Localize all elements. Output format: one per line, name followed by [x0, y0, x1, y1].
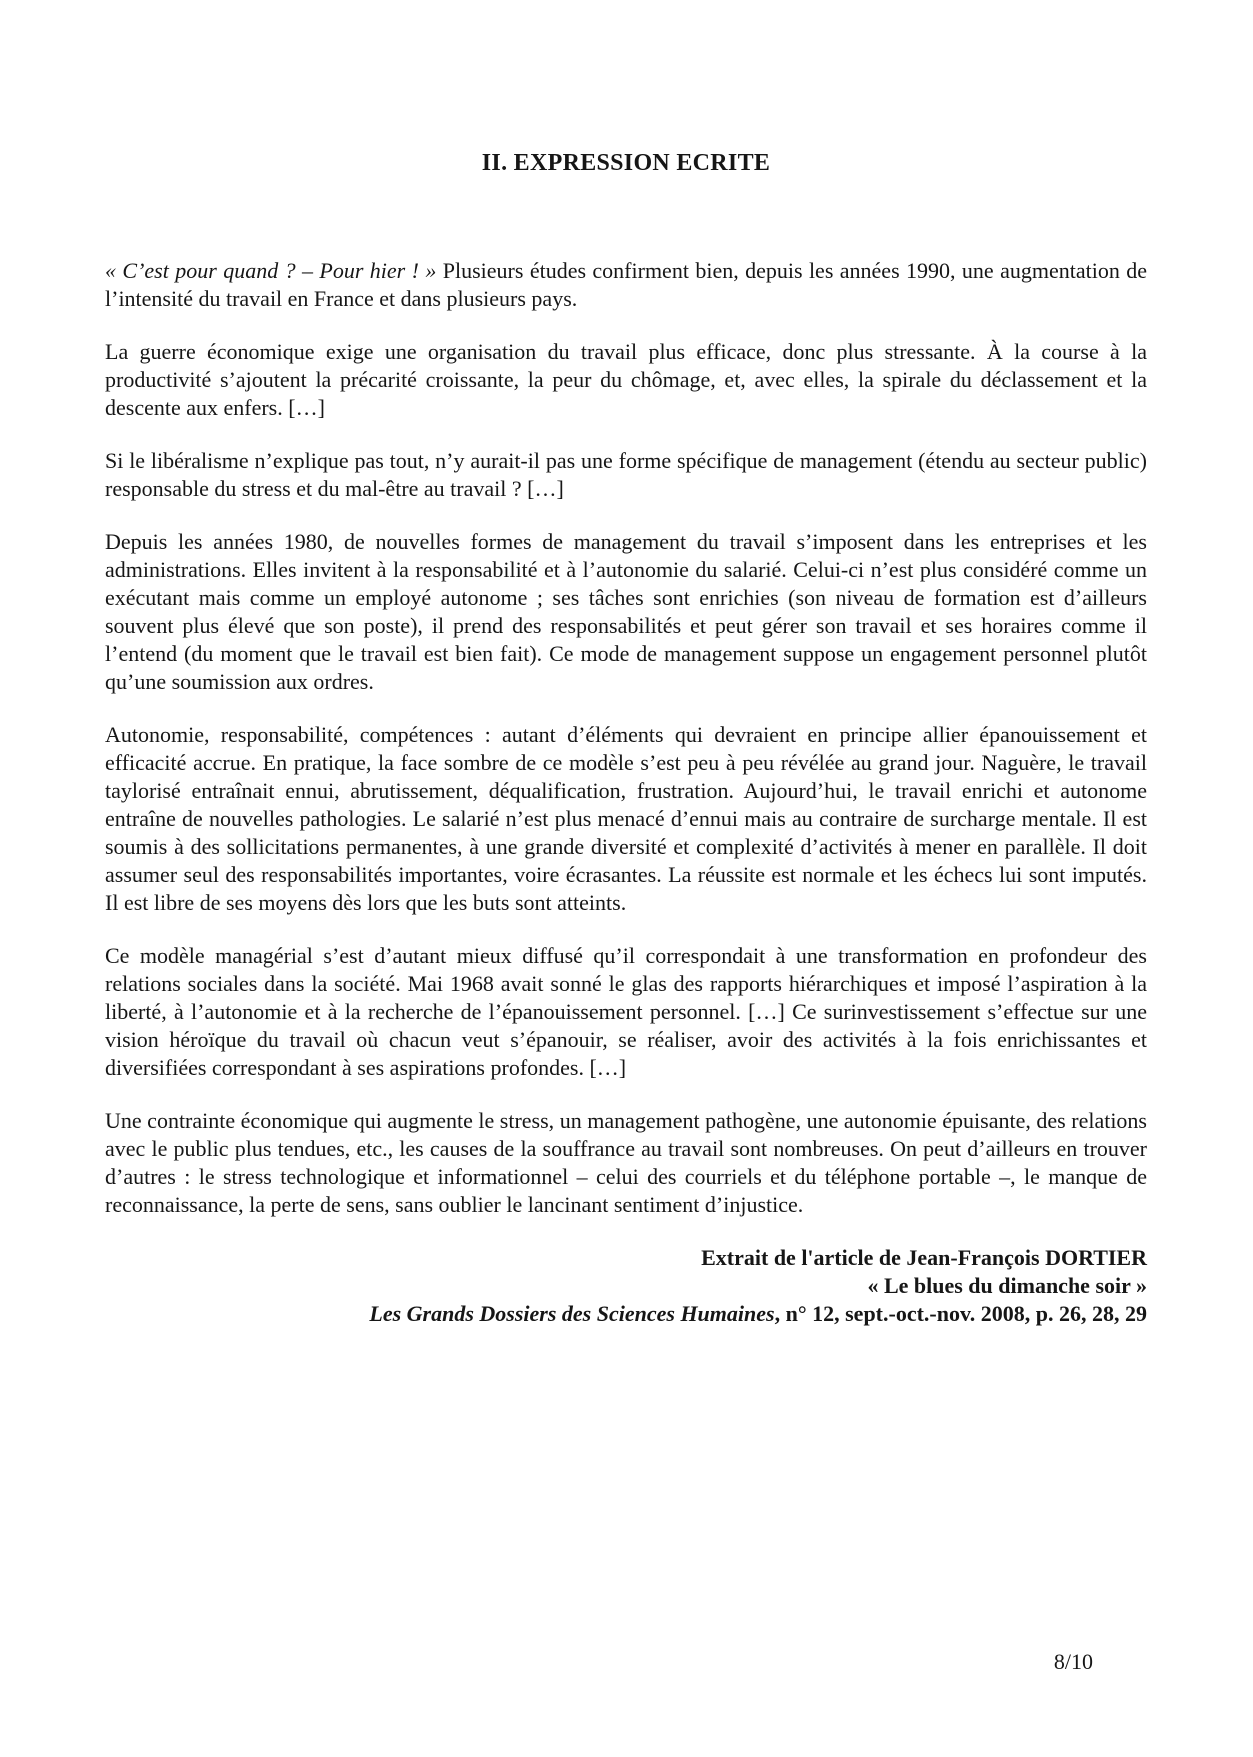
- paragraph-intro-quote: [105, 257, 1147, 313]
- text-column: [105, 0, 1147, 1328]
- citation-article-title: « Le blues du dimanche soir »: [867, 1273, 1147, 1298]
- paragraph-causes-of-suffering: Une contrainte économique qui augmente le stress, un management pathogène, une autonomie épuisante, des relations avec le public plus tendues, etc., les causes de la souffrance au travail sont nombreuses. On peut d’ailleurs en trouver d’autres : le stress technologique et informationnel – celui des courriels et du téléphone portable –, le manque de reconnaissance, la perte de sens, sans oublier le lancinant sentiment d’injustice.: [105, 1108, 1147, 1217]
- citation-journal-name: Les Grands Dossiers des Sciences Humaines: [369, 1301, 775, 1326]
- paragraph-liberalism-question: Si le libéralisme n’explique pas tout, n’y aurait-il pas une forme spécifique de management (étendu au secteur public) responsable du stress et du mal-être au travail ? […]: [105, 448, 1147, 501]
- citation-author-line: Extrait de l'article de Jean-François DORTIER: [701, 1245, 1147, 1270]
- page-title: II. EXPRESSION ECRITE: [481, 150, 771, 176]
- paragraph-management-1980s: Depuis les années 1980, de nouvelles formes de management du travail s’imposent dans les entreprises et les administrations. Elles invitent à la responsabilité et à l’autonomie du salarié. Celui-ci n’est plus considéré comme un exécutant mais comme un employé autonome ; ses tâches sont enrichies (son niveau de formation est d’ailleurs souvent plus élevé que son poste), il prend des responsabilités et peut gérer son travail et ses horaires comme il l’entend (du moment que le travail est bien fait). Ce mode de management suppose un engagement personnel plutôt qu’une soumission aux ordres.: [105, 529, 1147, 694]
- quoted-dialogue: « C’est pour quand ? – Pour hier ! »: [105, 258, 437, 283]
- citation-journal-details: , n° 12, sept.-oct.-nov. 2008, p. 26, 28, 29: [774, 1301, 1147, 1326]
- document-body: [105, 257, 1147, 1328]
- page-number: 8/10: [1053, 1649, 1093, 1674]
- paragraph-autonomy-dark-side: Autonomie, responsabilité, compétences : autant d’éléments qui devraient en principe allier épanouissement et efficacité accrue. En pratique, la face sombre de ce modèle s’est peu à peu révélée au grand jour. Naguère, le travail taylorisé entraînait ennui, abrutissement, déqualification, frustration. Aujourd’hui, le travail enrichi et autonome entraîne de nouvelles pathologies. Le salarié n’est plus menacé d’ennui mais au contraire de surcharge mentale. Il est soumis à des sollicitations permanentes, à une grande diversité et complexité d’activités à mener en parallèle. Il doit assumer seul des responsabilités importantes, voire écrasantes. La réussite est normale et les échecs lui sont imputés. Il est libre de ses moyens dès lors que les buts sont atteints.: [105, 722, 1147, 915]
- paragraph-managerial-model: Ce modèle managérial s’est d’autant mieux diffusé qu’il correspondait à une transformation en profondeur des relations sociales dans la société. Mai 1968 avait sonné le glas des rapports hiérarchiques et imposé l’aspiration à la liberté, à l’autonomie et à la recherche de l’épanouissement personnel. […] Ce surinvestissement s’effectue sur une vision héroïque du travail où chacun veut s’épanouir, se réaliser, avoir des activités à la fois enrichissantes et diversifiées correspondant à ses aspirations profondes. […]: [105, 943, 1147, 1080]
- paragraph-economic-war: La guerre économique exige une organisation du travail plus efficace, donc plus stressante. À la course à la productivité s’ajoutent la précarité croissante, la peur du chômage, et, avec elles, la spirale du déclassement et la descente aux enfers. […]: [105, 339, 1147, 420]
- paragraph-text: Plusieurs études confirment bien, depuis les années 1990, une augmentation de l’intensité du travail en France et dans plusieurs pays.: [105, 258, 1147, 311]
- citation-journal-line: [105, 1300, 1147, 1328]
- citation-block: [105, 1244, 1147, 1328]
